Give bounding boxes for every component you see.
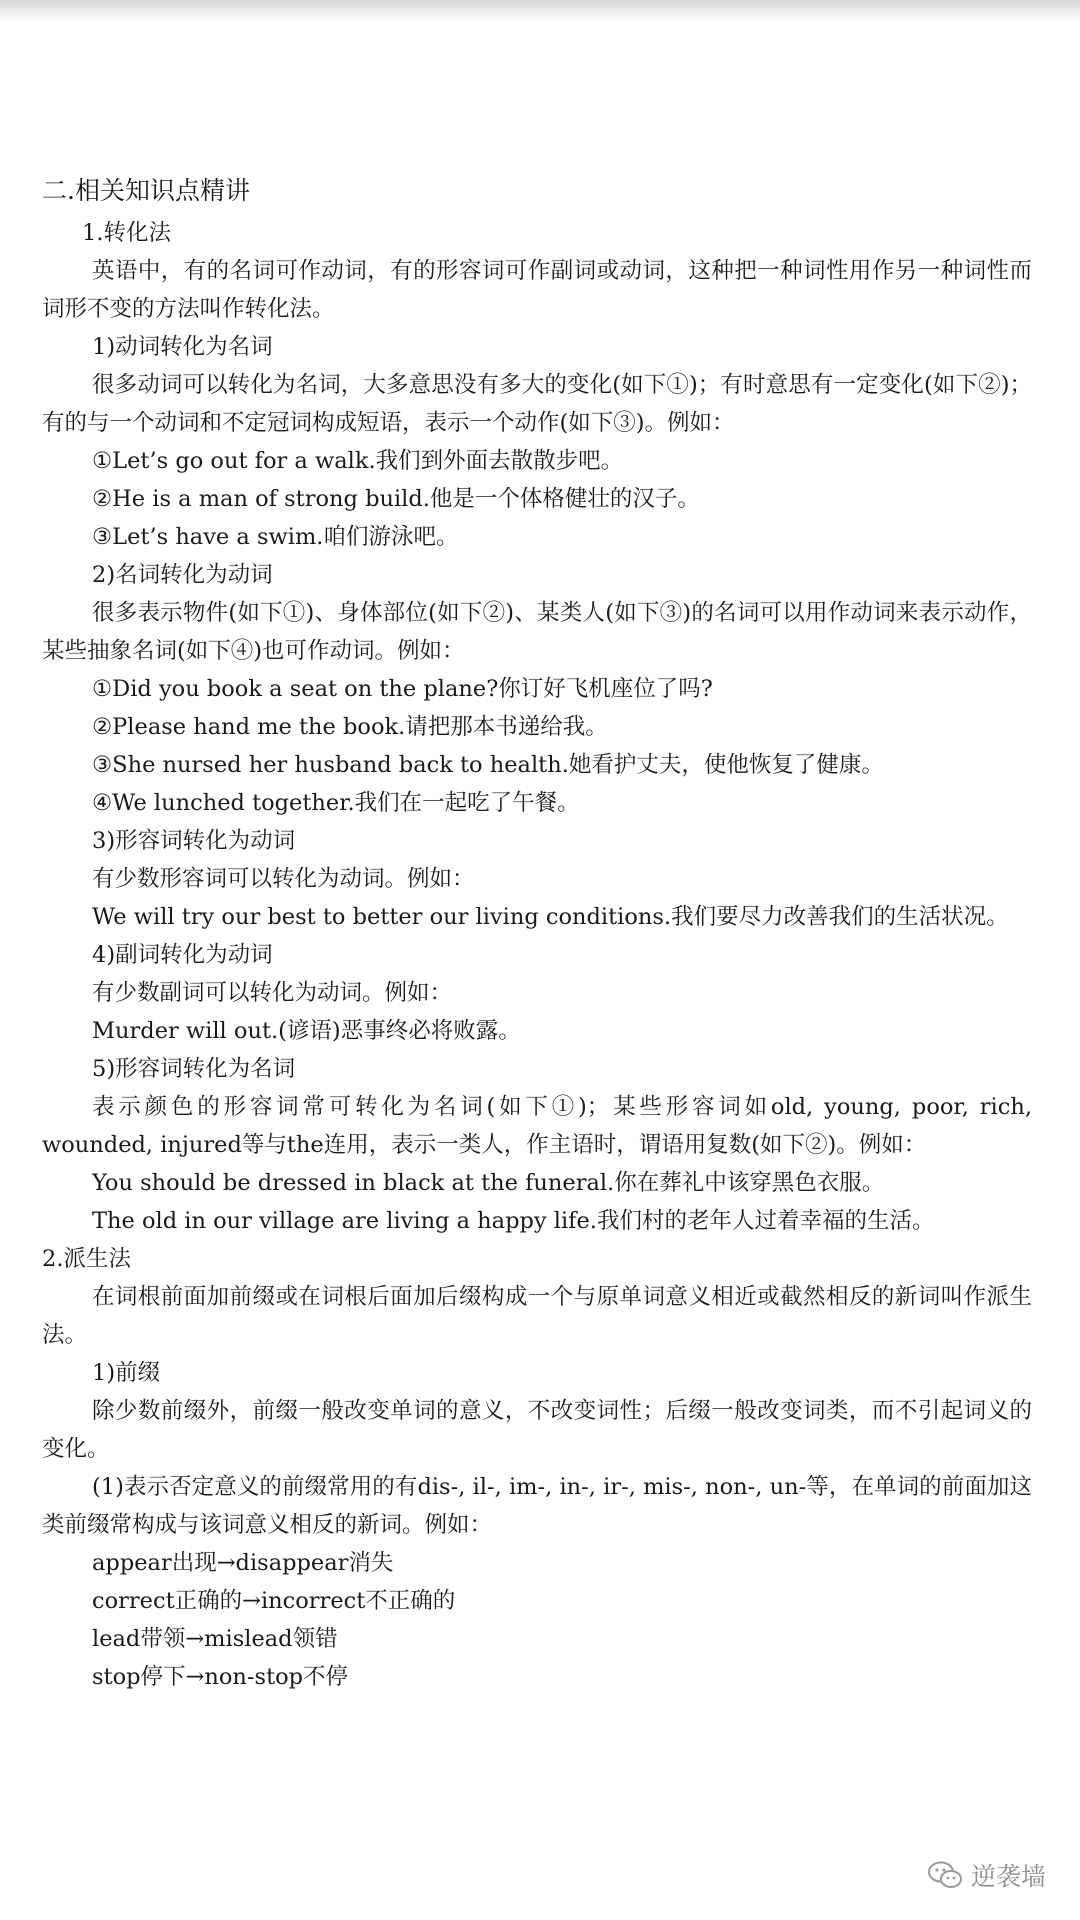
example-line: ①Did you book a seat on the plane?你订好飞机座位了吗? [92, 676, 713, 702]
paragraph: (1)表示否定意义的前缀常用的有dis-, il-, im-, in-, ir-, mis-, non-, un-等，在单词的前面加这类前缀常构成与该词意义相反的新词。例如： [42, 1474, 1032, 1538]
watermark [927, 1858, 1046, 1892]
paragraph: 有少数形容词可以转化为动词。例如： [92, 866, 475, 892]
subsection-heading: 3)形容词转化为动词 [92, 828, 296, 854]
subsection-heading: 2.派生法 [42, 1246, 131, 1272]
example-line: stop停下→non-stop不停 [92, 1664, 349, 1690]
example-line: ③She nursed her husband back to health.她看护丈夫，使他恢复了健康。 [92, 752, 884, 778]
paragraph: 英语中，有的名词可作动词，有的形容词可作副词或动词，这种把一种词性用作另一种词性而词形不变的方法叫作转化法。 [42, 258, 1032, 322]
example-line: We will try our best to better our living conditions.我们要尽力改善我们的生活状况。 [92, 904, 1009, 930]
example-line: correct正确的→incorrect不正确的 [92, 1588, 456, 1614]
watermark-label: 逆袭墙 [970, 1862, 1046, 1891]
example-line: ①Let’s go out for a walk.我们到外面去散散步吧。 [92, 448, 624, 474]
section-title: 二.相关知识点精讲 [42, 176, 250, 205]
subsection-heading: 2)名词转化为动词 [92, 562, 273, 588]
paragraph: 在词根前面加前缀或在词根后面加后缀构成一个与原单词意义相近或截然相反的新词叫作派生法。 [42, 1284, 1032, 1348]
example-line: ②Please hand me the book.请把那本书递给我。 [92, 714, 608, 740]
paragraph: 很多表示物件(如下①)、身体部位(如下②)、某类人(如下③)的名词可以用作动词来表示动作，某些抽象名词(如下④)也可作动词。例如： [42, 600, 1032, 664]
top-edge-shadow [0, 0, 1080, 22]
subsection-heading: 4)副词转化为动词 [92, 942, 273, 968]
wechat-icon [927, 1860, 963, 1890]
paragraph: 很多动词可以转化为名词，大多意思没有多大的变化(如下①)；有时意思有一定变化(如下②)；有的与一个动词和不定冠词构成短语，表示一个动作(如下③)。例如： [42, 372, 1032, 436]
paragraph: 表示颜色的形容词常可转化为名词(如下①)；某些形容词如old, young, poor, rich, wounded, injured等与the连用，表示一类人，作主语时，谓语用复数(如下②)。例如： [42, 1094, 1032, 1158]
paragraph: 除少数前缀外，前缀一般改变单词的意义，不改变词性；后缀一般改变词类，而不引起词义的变化。 [42, 1398, 1032, 1462]
example-line: appear出现→disappear消失 [92, 1550, 394, 1576]
subsection-heading: 1.转化法 [82, 220, 171, 246]
example-line: Murder will out.(谚语)恶事终必将败露。 [92, 1018, 521, 1044]
subsection-heading: 1)动词转化为名词 [92, 334, 273, 360]
example-line: You should be dressed in black at the funeral.你在葬礼中该穿黑色衣服。 [92, 1170, 885, 1196]
example-line: lead带领→mislead领错 [92, 1626, 338, 1652]
subsection-heading: 5)形容词转化为名词 [92, 1056, 296, 1082]
subsection-heading: 1)前缀 [92, 1360, 161, 1386]
paragraph: 有少数副词可以转化为动词。例如： [92, 980, 453, 1006]
example-line: The old in our village are living a happy life.我们村的老年人过着幸福的生活。 [92, 1208, 935, 1234]
document-body [42, 168, 1032, 1696]
example-line: ③Let’s have a swim.咱们游泳吧。 [92, 524, 459, 550]
example-line: ②He is a man of strong build.他是一个体格健壮的汉子。 [92, 486, 700, 512]
example-line: ④We lunched together.我们在一起吃了午餐。 [92, 790, 580, 816]
